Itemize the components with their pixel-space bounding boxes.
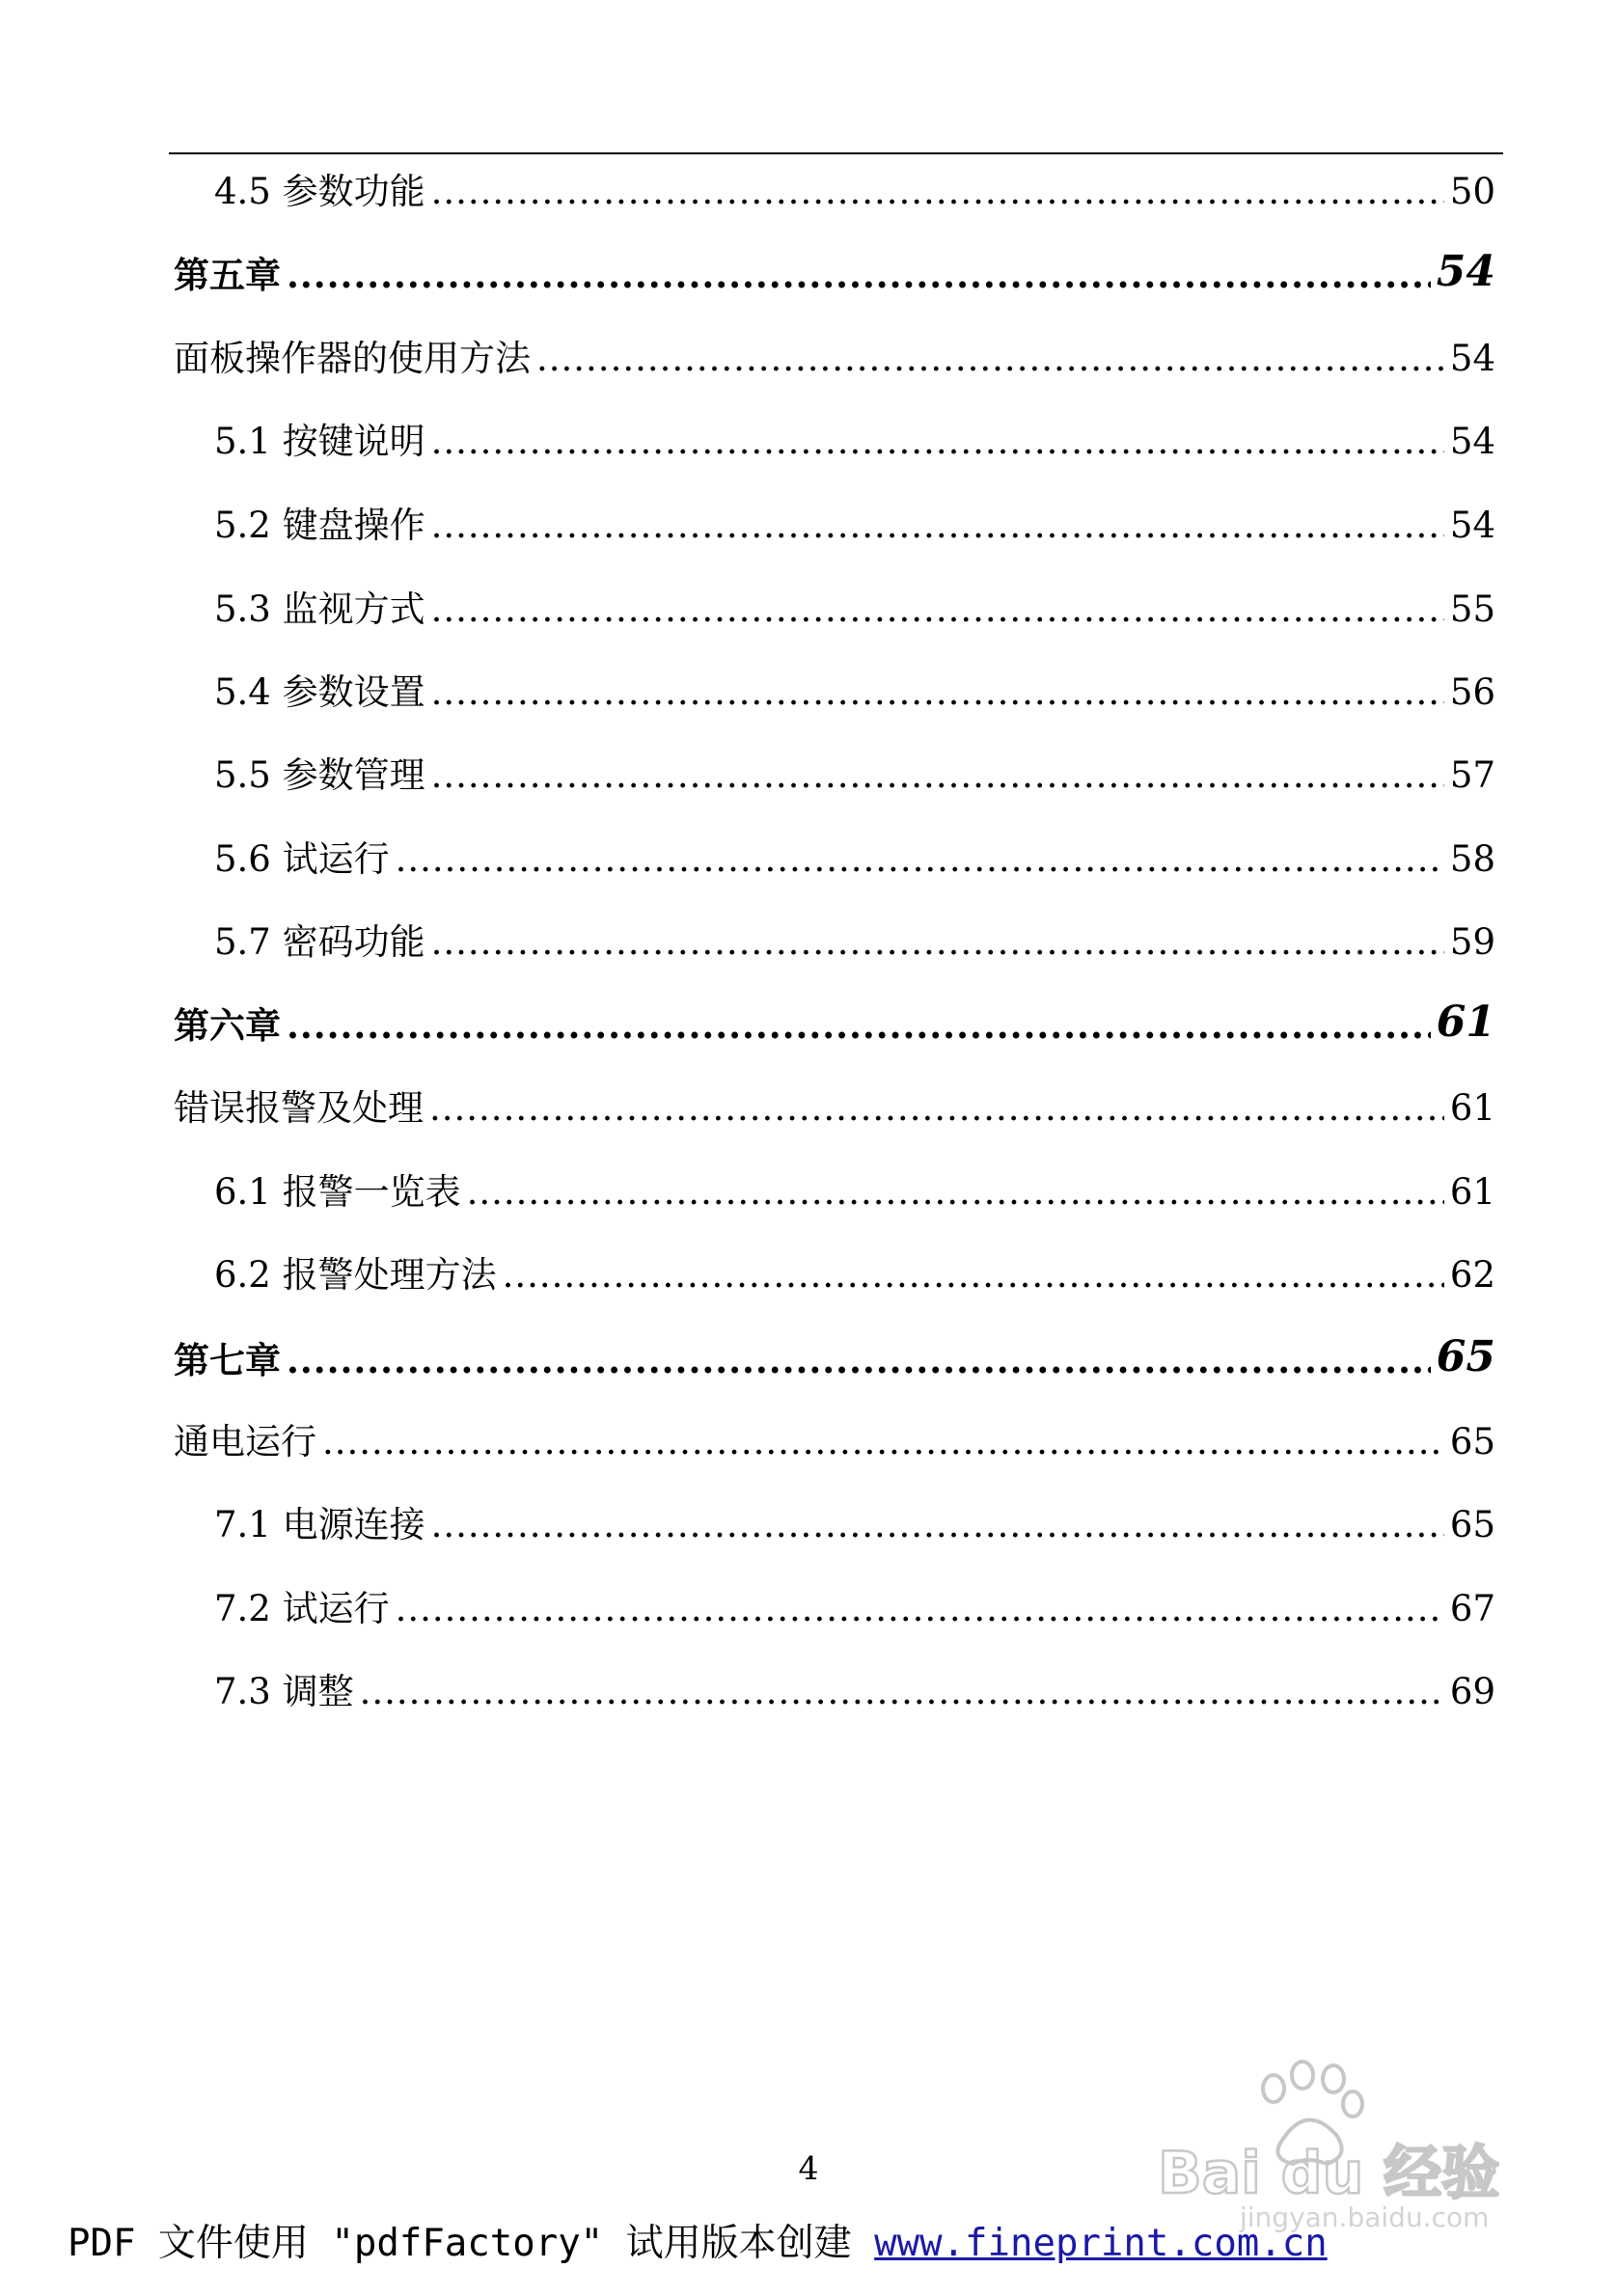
toc-section-row[interactable] [214,1485,1495,1543]
toc-entry-label: 7.1 电源连接 [214,1504,425,1545]
pdf-factory-footer [68,2213,1328,2267]
toc-entry-label: 6.1 报警一览表 [214,1171,461,1213]
toc-leader-dots [360,1674,1444,1709]
toc-section-row[interactable] [214,735,1495,796]
toc-entry-page: 55 [1449,588,1495,630]
toc-title-row[interactable] [174,1068,1495,1129]
toc-title-row[interactable] [174,1402,1495,1460]
toc-entry-label: 错误报警及处理 [174,1087,424,1129]
toc-chapter-row[interactable] [174,235,1495,296]
toc-entry-label: 5.4 参数设置 [214,671,425,713]
toc-section-row[interactable] [214,652,1495,713]
toc-section-row[interactable] [214,485,1495,546]
watermark-url: jingyan.baidu.com [1240,2201,1490,2233]
toc-section-row[interactable] [214,902,1495,963]
toc-section-row[interactable] [214,1152,1495,1213]
toc-entry-page: 62 [1449,1254,1495,1296]
toc-entry-label: 第六章 [174,1005,281,1047]
toc-entry-page: 57 [1449,754,1495,796]
toc-entry-label: 6.2 报警处理方法 [214,1254,497,1296]
toc-entry-label: 5.3 监视方式 [214,588,425,630]
toc-entry-label: 第七章 [174,1340,281,1381]
toc-entry-page: 54 [1449,505,1495,546]
toc-entry-label: 4.5 参数功能 [214,171,425,212]
toc-leader-dots [431,507,1444,543]
toc-entry-page: 54 [1436,247,1495,296]
toc-leader-dots [322,1424,1444,1460]
toc-entry-label: 5.2 键盘操作 [214,505,425,546]
toc-entry-label: 7.3 调整 [214,1671,354,1712]
toc-section-row[interactable] [214,401,1495,462]
toc-entry-page: 67 [1449,1588,1495,1629]
toc-entry-page: 65 [1436,1332,1495,1381]
toc-entry-page: 58 [1449,838,1495,880]
toc-entry-label: 5.6 试运行 [214,838,390,880]
toc-entry-page: 61 [1449,1087,1495,1129]
toc-title-row[interactable] [174,318,1495,379]
toc-entry-page: 65 [1449,1421,1495,1462]
toc-entry-label: 5.7 密码功能 [214,921,425,963]
toc-leader-dots [503,1257,1444,1293]
toc-leader-dots [431,591,1444,627]
toc-leader-dots [287,1343,1431,1379]
toc-entry-label: 7.2 试运行 [214,1588,390,1629]
toc-entry-page: 56 [1449,671,1495,713]
toc-leader-dots [536,341,1444,376]
toc-leader-dots [396,841,1444,877]
toc-leader-dots [429,1090,1444,1126]
toc-leader-dots [396,1591,1444,1626]
toc-leader-dots [287,258,1431,293]
toc-entry-page: 61 [1436,998,1495,1047]
toc-section-row[interactable] [214,151,1495,212]
toc-entry-label: 5.5 参数管理 [214,754,425,796]
toc-leader-dots [467,1174,1444,1210]
toc-entry-label: 通电运行 [174,1421,316,1462]
footer-text: PDF 文件使用 "pdfFactory" 试用版本创建 [68,2222,852,2265]
fineprint-link[interactable]: www.fineprint.com.cn [874,2222,1328,2265]
toc-entry-label: 第五章 [174,255,281,296]
toc-section-row[interactable] [214,819,1495,880]
toc-entry-page: 59 [1449,921,1495,963]
toc-section-row[interactable] [214,569,1495,630]
toc-section-row[interactable] [214,1569,1495,1629]
watermark-brand: Bai du 经验 [1158,2140,1500,2207]
toc-leader-dots [431,757,1444,793]
toc-entry-label: 面板操作器的使用方法 [174,338,531,379]
page-number: 4 [798,2149,819,2187]
toc-entry-page: 69 [1449,1671,1495,1712]
toc-entry-page: 54 [1449,421,1495,462]
toc-leader-dots [287,1008,1431,1044]
toc-entry-page: 50 [1449,171,1495,212]
toc-chapter-row[interactable] [174,986,1495,1047]
toc-leader-dots [431,924,1444,960]
toc-entry-page: 61 [1449,1171,1495,1213]
toc-entry-page: 54 [1449,338,1495,379]
toc-entry-label: 5.1 按键说明 [214,421,425,462]
toc-leader-dots [431,674,1444,710]
toc-chapter-row[interactable] [174,1321,1495,1379]
toc-entry-page: 65 [1449,1504,1495,1545]
baidu-jingyan-watermark [1148,2050,1534,2233]
toc-leader-dots [431,1507,1444,1543]
toc-leader-dots [431,424,1444,459]
toc-section-row[interactable] [214,1235,1495,1296]
toc-section-row[interactable] [214,1652,1495,1712]
toc-leader-dots [431,174,1444,209]
